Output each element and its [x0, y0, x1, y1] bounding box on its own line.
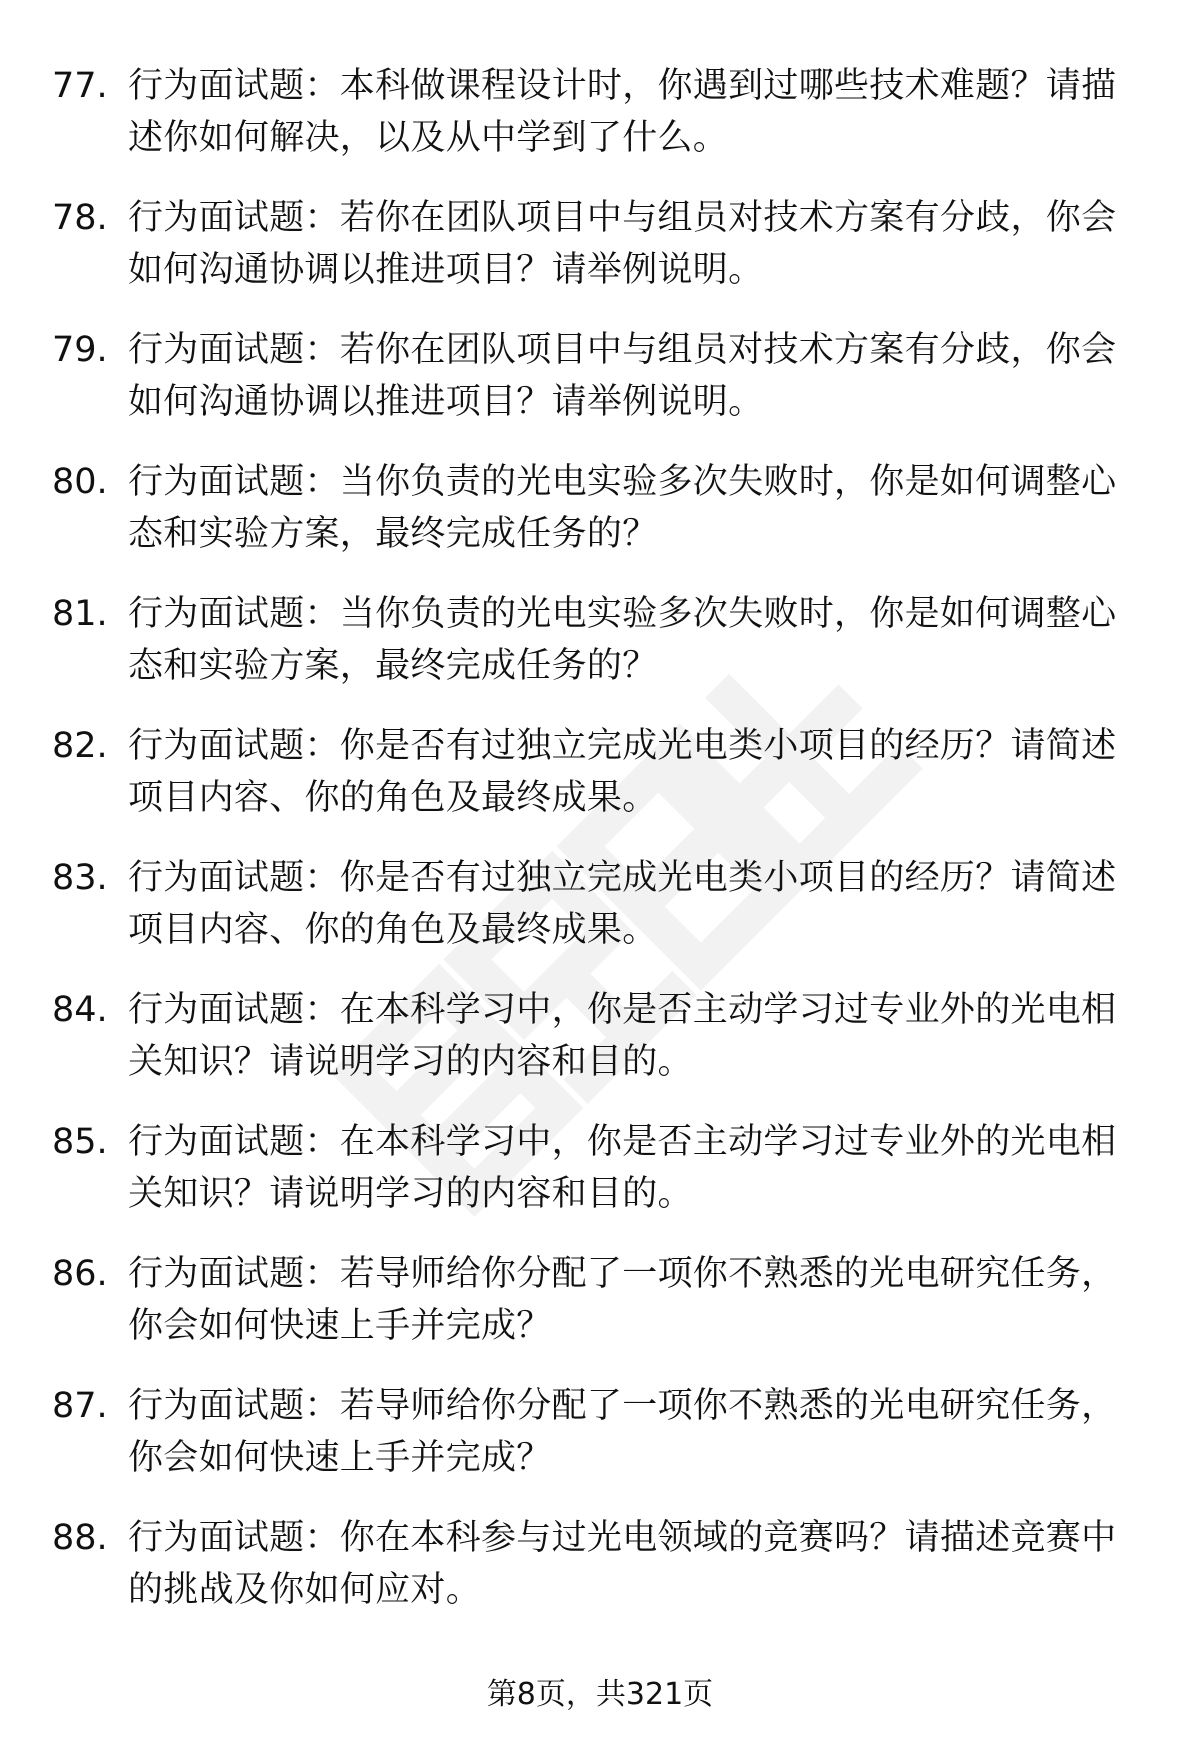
question-text: 行为面试题：若你在团队项目中与组员对技术方案有分歧，你会如何沟通协调以推进项目？请举例说明。	[128, 330, 1117, 422]
question-text: 行为面试题：当你负责的光电实验多次失败时，你是如何调整心态和实验方案，最终完成任务的？	[128, 594, 1117, 686]
list-item	[0, 60, 1200, 192]
list-item	[0, 588, 1200, 720]
question-number: 83.	[52, 858, 108, 898]
list-item	[0, 984, 1200, 1116]
list-item	[0, 192, 1200, 324]
list-item	[0, 456, 1200, 588]
question-text: 行为面试题：在本科学习中，你是否主动学习过专业外的光电相关知识？请说明学习的内容和目的。	[128, 990, 1117, 1082]
question-text: 行为面试题：若导师给你分配了一项你不熟悉的光电研究任务，你会如何快速上手并完成？	[128, 1386, 1117, 1478]
question-number: 82.	[52, 726, 108, 766]
question-number: 78.	[52, 198, 108, 238]
question-text: 行为面试题：你是否有过独立完成光电类小项目的经历？请简述项目内容、你的角色及最终成果。	[128, 858, 1117, 950]
question-number: 81.	[52, 594, 108, 634]
list-item	[0, 1248, 1200, 1380]
question-text: 行为面试题：你在本科参与过光电领域的竞赛吗？请描述竞赛中的挑战及你如何应对。	[128, 1518, 1117, 1610]
list-item	[0, 720, 1200, 852]
page-number-footer: 第8页，共321页	[486, 1677, 714, 1712]
question-number: 86.	[52, 1254, 108, 1294]
question-number: 77.	[52, 66, 108, 106]
list-item	[0, 852, 1200, 984]
question-number: 84.	[52, 990, 108, 1030]
question-text: 行为面试题：若你在团队项目中与组员对技术方案有分歧，你会如何沟通协调以推进项目？请举例说明。	[128, 198, 1117, 290]
question-text: 行为面试题：若导师给你分配了一项你不熟悉的光电研究任务，你会如何快速上手并完成？	[128, 1254, 1117, 1346]
list-item	[0, 1512, 1200, 1644]
list-item	[0, 324, 1200, 456]
question-text: 行为面试题：当你负责的光电实验多次失败时，你是如何调整心态和实验方案，最终完成任务的？	[128, 462, 1117, 554]
list-item	[0, 1380, 1200, 1512]
question-text: 行为面试题：本科做课程设计时，你遇到过哪些技术难题？请描述你如何解决，以及从中学到了什么。	[128, 66, 1117, 158]
question-number: 80.	[52, 462, 108, 502]
question-number: 87.	[52, 1386, 108, 1426]
question-list	[0, 60, 1200, 1644]
question-number: 85.	[52, 1122, 108, 1162]
question-number: 79.	[52, 330, 108, 370]
list-item	[0, 1116, 1200, 1248]
question-text: 行为面试题：在本科学习中，你是否主动学习过专业外的光电相关知识？请说明学习的内容和目的。	[128, 1122, 1117, 1214]
question-text: 行为面试题：你是否有过独立完成光电类小项目的经历？请简述项目内容、你的角色及最终成果。	[128, 726, 1117, 818]
question-number: 88.	[52, 1518, 108, 1558]
